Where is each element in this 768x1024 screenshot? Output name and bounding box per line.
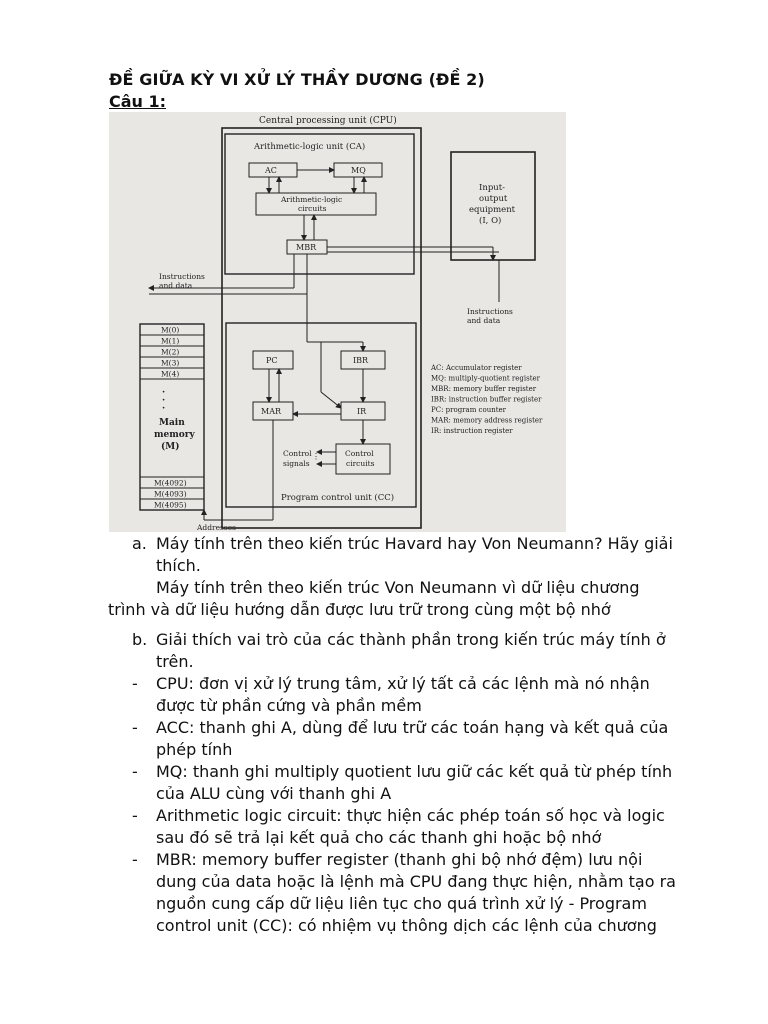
legend-entry: MQ: multiply-quotient register [431, 374, 541, 383]
pc-label: PC [266, 356, 278, 365]
bullet-item [108, 673, 708, 717]
b-question-line-1: Giải thích vai trò của các thành phần trong kiến trúc máy tính ở [156, 630, 666, 649]
memory-cell-label: M(4) [161, 369, 180, 379]
cpu-architecture-diagram [109, 112, 566, 532]
bullet-line: phép tính [156, 740, 233, 759]
svg-text:⋮: ⋮ [312, 452, 320, 461]
svg-text:·: · [162, 404, 166, 414]
ir-label: IR [357, 407, 367, 416]
a-question-line-2: thích. [156, 556, 201, 575]
bullet-marker: - [132, 674, 138, 693]
b-question-line-2: trên. [156, 652, 194, 671]
legend-entry: IBR: instruction buffer register [431, 395, 542, 404]
legend-entry: PC: program counter [431, 406, 507, 414]
document-title: ĐỀ GIỮA KỲ VI XỬ LÝ THẦY DƯƠNG (ĐỀ 2) [109, 70, 485, 89]
bullet-line: sau đó sẽ trả lại kết quả cho các thanh ghi hoặc bộ nhớ [156, 828, 602, 847]
a-answer-line-2: trình và dữ liệu hướng dẫn được lưu trữ trong cùng một bộ nhớ [108, 600, 611, 619]
ac-label: AC [265, 166, 277, 175]
io-label-4: (I, O) [479, 216, 502, 226]
svg-text:·: · [162, 388, 166, 398]
bullet-item [108, 717, 708, 761]
bullet-line: CPU: đơn vị xử lý trung tâm, xử lý tất cả các lệnh mà nó nhận [156, 674, 650, 693]
alc-label-1: Arithmetic-logic [281, 195, 343, 204]
bullet-line: nguồn cung cấp dữ liệu liên tục cho quá trình xử lý - Program [156, 894, 647, 913]
ctrl-signals-2: signals [283, 459, 310, 468]
bullet-line: ACC: thanh ghi A, dùng để lưu trữ các toán hạng và kết quả của [156, 718, 669, 737]
bullet-marker: - [132, 718, 138, 737]
mem-main-1: Main [159, 418, 185, 428]
a-answer-line-1: Máy tính trên theo kiến trúc Von Neumann vì dữ liệu chương [156, 578, 640, 597]
legend-entry: MAR: memory address register [431, 416, 543, 425]
item-b [108, 629, 708, 673]
instr-right-1: Instructions [467, 307, 513, 316]
legend-entry: AC: Accumulator register [431, 364, 522, 372]
alc-label-2: circuits [298, 204, 327, 213]
answer-text [108, 533, 708, 937]
mq-label: MQ [351, 166, 366, 175]
mem-main-2: memory [154, 430, 195, 440]
bullet-line: MQ: thanh ghi multiply quotient lưu giữ các kết quả từ phép tính [156, 762, 673, 781]
mbr-label: MBR [296, 243, 317, 252]
ibr-label: IBR [353, 356, 369, 365]
memory-cell-label: M(0) [161, 325, 180, 335]
memory-cell-label: M(3) [161, 358, 180, 368]
bullet-marker: - [132, 762, 138, 781]
legend-entry: IR: instruction register [431, 427, 513, 435]
instr-right-2: and data [467, 316, 501, 325]
cpu-label: Central processing unit (CPU) [259, 116, 397, 126]
alu-label: Arithmetic-logic unit (CA) [254, 142, 366, 152]
item-a [108, 533, 708, 577]
bullet-item [108, 761, 708, 805]
ctrl-signals-1: Control [283, 449, 312, 458]
svg-text:·: · [162, 396, 166, 406]
instr-left-1: Instructions [159, 272, 205, 281]
io-label-3: equipment [469, 205, 516, 215]
memory-cell-label: M(4095) [154, 500, 187, 510]
memory-cell-label: M(4092) [154, 478, 187, 488]
ctrl-circuits-2: circuits [346, 459, 375, 468]
bullet-line: được từ phần cứng và phần mềm [156, 696, 422, 715]
item-a-marker: a. [132, 534, 147, 553]
pcu-label: Program control unit (CC) [281, 493, 395, 503]
memory-cell-label: M(4093) [154, 489, 187, 499]
bullet-line: dung của data hoặc là lệnh mà CPU đang thực hiện, nhằm tạo ra [156, 872, 676, 891]
a-question-line-1: Máy tính trên theo kiến trúc Havard hay Von Neumann? Hãy giải [156, 534, 673, 553]
bullet-item [108, 805, 708, 849]
addresses-label: Addresses [197, 523, 237, 532]
memory-cell-label: M(2) [161, 347, 180, 357]
mar-label: MAR [261, 407, 281, 416]
bullet-marker: - [132, 806, 138, 825]
bullet-item-mbr [108, 849, 708, 937]
ctrl-circuits-1: Control [345, 449, 374, 458]
bullet-line: của ALU cùng với thanh ghi A [156, 784, 392, 803]
bullet-line: control unit (CC): có nhiệm vụ thông dịch các lệnh của chương [156, 916, 657, 935]
item-b-marker: b. [132, 630, 148, 649]
mem-main-3: (M) [161, 442, 180, 452]
io-label-1: Input- [479, 183, 506, 193]
instr-left-2: and data [159, 281, 193, 290]
memory-cell-label: M(1) [161, 336, 180, 346]
bullet-line: MBR: memory buffer register (thanh ghi bộ nhớ đệm) lưu nội [156, 850, 643, 869]
question-heading: Câu 1: [109, 92, 167, 111]
bullet-marker: - [132, 850, 138, 869]
bullet-line: Arithmetic logic circuit: thực hiện các phép toán số học và logic [156, 806, 665, 825]
io-label-2: output [479, 194, 508, 204]
legend-entry: MBR: memory buffer register [431, 385, 537, 393]
